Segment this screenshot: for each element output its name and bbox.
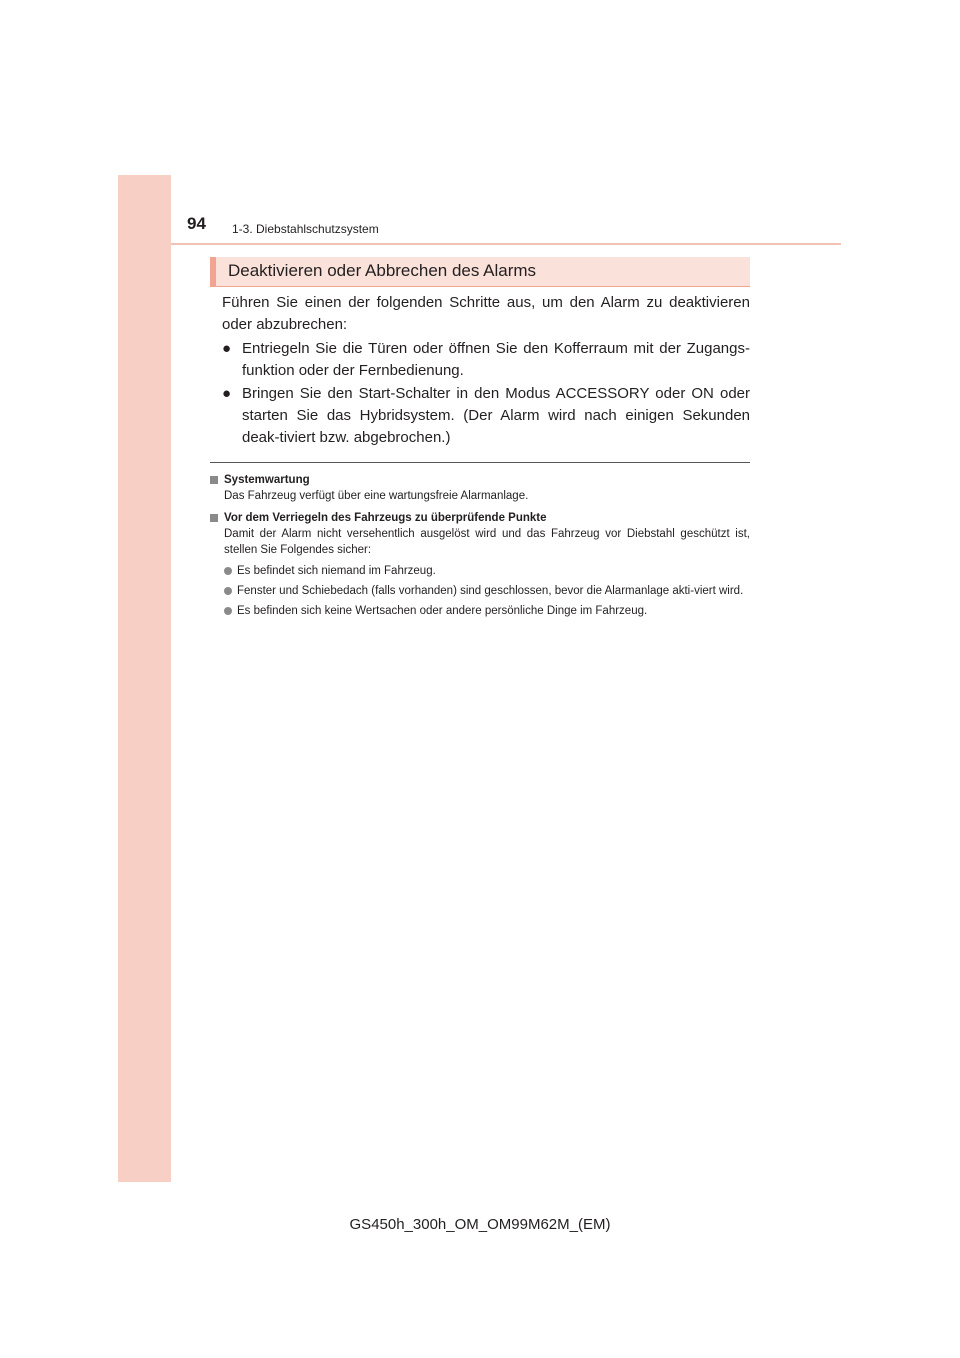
section-heading: Deaktivieren oder Abbrechen des Alarms xyxy=(228,261,537,280)
square-bullet-icon xyxy=(210,514,218,522)
circle-bullet-icon xyxy=(224,587,232,595)
note-title-text: Vor dem Verriegeln des Fahrzeugs zu überprüfende Punkte xyxy=(224,512,547,524)
footer-model-code: GS450h_300h_OM_OM99M62M_(EM) xyxy=(349,1216,611,1233)
note-list-item xyxy=(210,584,750,599)
list-item xyxy=(222,338,750,382)
square-bullet-icon xyxy=(210,476,218,484)
circle-bullet-icon xyxy=(224,567,232,575)
bullet-dot-icon: ● xyxy=(222,340,232,357)
section-heading-box xyxy=(210,257,750,287)
list-item-text: Entriegeln Sie die Türen oder öffnen Sie den Kofferraum mit der Zugangs-funktion oder der Fernbedienung. xyxy=(242,340,750,379)
section-label: 1-3. Diebstahlschutzsystem xyxy=(232,222,379,236)
note-list-item-text: Fenster und Schiebedach (falls vorhanden) sind geschlossen, bevor die Alarmanlage akti-viert wird. xyxy=(237,585,744,597)
note-title-text: Systemwartung xyxy=(224,474,310,486)
note-body: Das Fahrzeug verfügt über eine wartungsfreie Alarmanlage. xyxy=(224,490,529,502)
note-title xyxy=(210,472,750,488)
chapter-side-band xyxy=(118,175,171,1182)
note-list-item-text: Es befindet sich niemand im Fahrzeug. xyxy=(237,565,436,577)
circle-bullet-icon xyxy=(224,607,232,615)
note-body: Damit der Alarm nicht versehentlich ausgelöst wird und das Fahrzeug vor Diebstahl geschützt ist, stellen Sie Folgendes sicher: xyxy=(224,528,750,556)
page-number: 94 xyxy=(187,214,206,233)
list-item-text: Bringen Sie den Start-Schalter in den Modus ACCESSORY oder ON oder starten Sie das Hybridsystem. (Der Alarm wird nach einigen Sekunden deak-tiviert bzw. abgebrochen.) xyxy=(242,385,750,446)
instruction-list xyxy=(222,338,750,450)
intro-paragraph: Führen Sie einen der folgenden Schritte aus, um den Alarm zu deaktivieren oder abzubrechen: xyxy=(222,294,750,333)
note-list-item xyxy=(210,564,750,579)
note-list-item xyxy=(210,604,750,619)
note-title xyxy=(210,510,750,526)
notes-section xyxy=(210,472,750,624)
note-list-item-text: Es befinden sich keine Wertsachen oder andere persönliche Dinge im Fahrzeug. xyxy=(237,605,648,617)
notes-divider xyxy=(210,462,750,463)
header-divider xyxy=(171,243,841,245)
list-item xyxy=(222,383,750,449)
bullet-dot-icon: ● xyxy=(222,385,232,402)
